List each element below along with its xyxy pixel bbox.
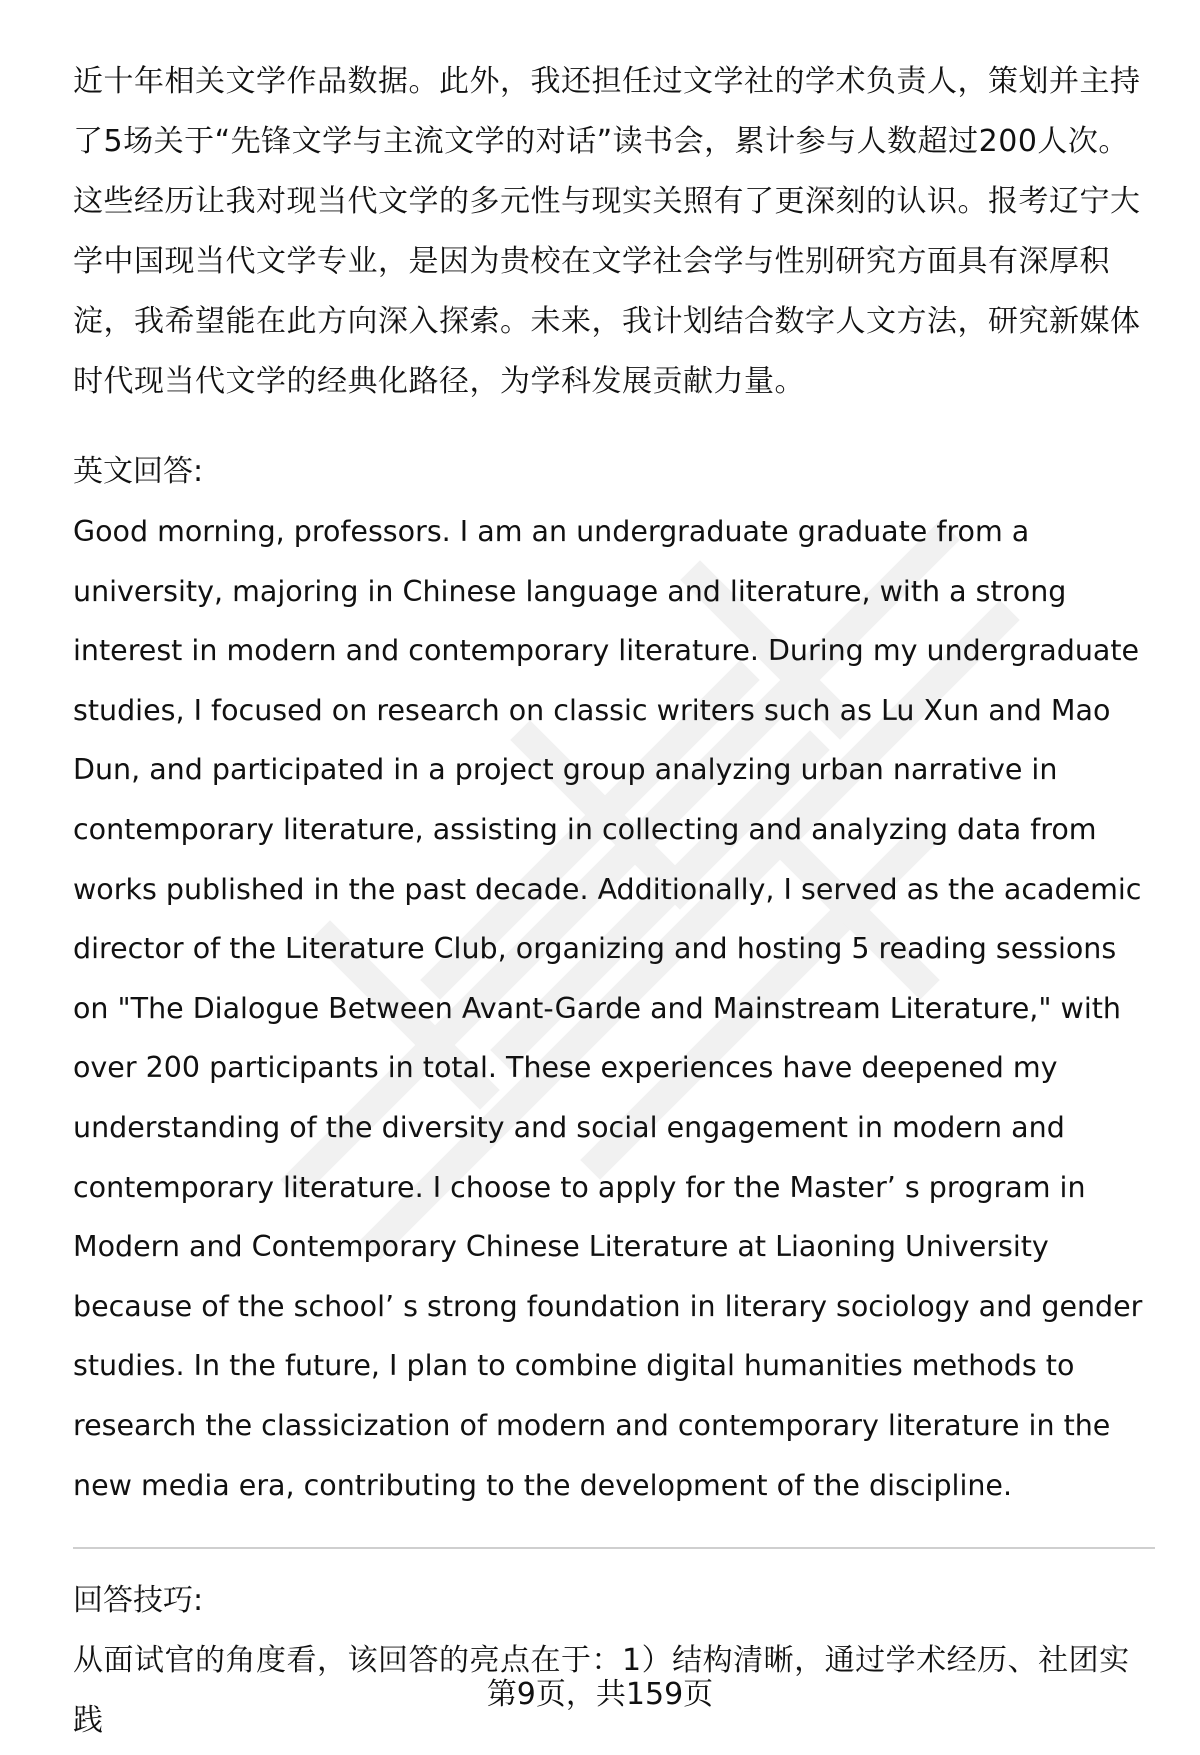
section-divider bbox=[73, 1547, 1155, 1549]
document-content bbox=[73, 52, 1153, 1751]
english-answer-paragraph: Good morning, professors. I am an undergraduate graduate from a university, majoring in Chinese language and literature, with a strong interest in modern and contemporary literature. During my undergraduate studies, I focused on research on classic writers such as Lu Xun and Mao Dun, and participated in a project group analyzing urban narrative in contemporary literature, assisting in collecting and analyzing data from works published in the past decade. Additionally, I served as the academic director of the Literature Club, organizing and hosting 5 reading sessions on "The Dialogue Between Avant-Garde and Mainstream Literature," with over 200 participants in total. These experiences have deepened my understanding of the diversity and social engagement in modern and contemporary literature. I choose to apply for the Master’ s program in Modern and Contemporary Chinese Literature at Liaoning University because of the school’ s strong foundation in literary sociology and gender studies. In the future, I plan to combine digital humanities methods to research the classicization of modern and contemporary literature in the new media era, contributing to the development of the discipline. bbox=[73, 515, 1143, 1502]
tips-label: 回答技巧: bbox=[73, 1583, 204, 1619]
page-number-footer: 第9页，共159页 bbox=[486, 1677, 714, 1712]
english-answer-label: 英文回答: bbox=[73, 454, 204, 489]
chinese-answer-paragraph: 近十年相关文学作品数据。此外，我还担任过文学社的学术负责人，策划并主持了5场关于“先锋文学与主流文学的对话”读书会，累计参与人数超过200人次。这些经历让我对现当代文学的多元性与现实关照有了更深刻的认识。报考辽宁大学中国现当代文学专业，是因为贵校在文学社会学与性别研究方面具有深厚积淀，我希望能在此方向深入探索。未来，我计划结合数字人文方法，研究新媒体时代现当代文学的经典化路径，为学科发展贡献力量。 bbox=[73, 64, 1141, 399]
spacer bbox=[73, 412, 1153, 442]
tips-paragraph: 从面试官的角度看，该回答的亮点在于：1）结构清晰，通过学术经历、社团实践 bbox=[73, 1643, 1130, 1739]
